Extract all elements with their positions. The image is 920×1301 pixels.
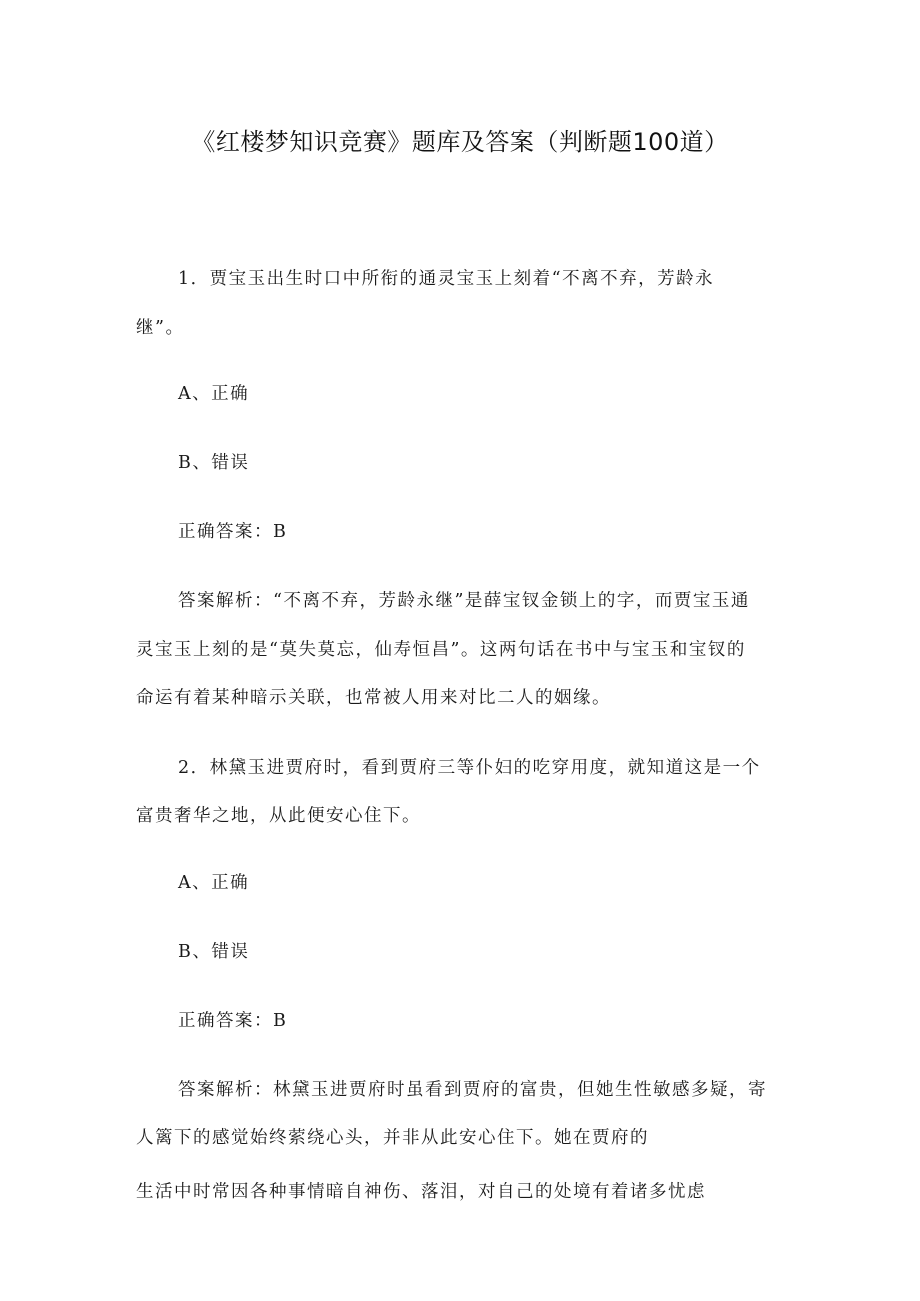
- question-2-explanation-line-3: 生活中时常因各种事情暗自神伤、落泪，对自己的处境有着诸多忧虑: [136, 1182, 706, 1202]
- question-2-option-b: B、错误: [178, 942, 250, 962]
- question-1-stem-line-1: 1．贾宝玉出生时口中所衔的通灵宝玉上刻着“不离不弃，芳龄永: [178, 269, 715, 289]
- question-1-stem-line-2: 继”。: [136, 318, 185, 338]
- question-1-option-b: B、错误: [178, 453, 250, 473]
- question-2-stem-line-2: 富贵奢华之地，从此便安心住下。: [136, 806, 421, 826]
- question-1-explanation-line-2: 灵宝玉上刻的是“莫失莫忘，仙寿恒昌”。这两句话在书中与宝玉和宝钗的: [136, 640, 746, 660]
- question-2-stem-line-1: 2．林黛玉进贾府时，看到贾府三等仆妇的吃穿用度，就知道这是一个: [178, 758, 761, 778]
- question-1-explanation-line-3: 命运有着某种暗示关联，也常被人用来对比二人的姻缘。: [136, 688, 611, 708]
- document-title: 《红楼梦知识竞赛》题库及答案（判断题100道）: [191, 128, 729, 156]
- question-1-option-a: A、正确: [178, 384, 250, 404]
- question-2-explanation-line-2: 人篱下的感觉始终萦绕心头，并非从此安心住下。她在贾府的: [136, 1128, 649, 1148]
- question-1-answer: 正确答案：B: [178, 522, 288, 542]
- question-2-answer: 正确答案：B: [178, 1011, 288, 1031]
- question-2-option-a: A、正确: [178, 873, 250, 893]
- question-1-explanation-line-1: 答案解析：“不离不弃，芳龄永继”是薛宝钗金锁上的字，而贾宝玉通: [178, 591, 750, 611]
- question-2-explanation-line-1: 答案解析：林黛玉进贾府时虽看到贾府的富贵，但她生性敏感多疑，寄: [178, 1080, 767, 1100]
